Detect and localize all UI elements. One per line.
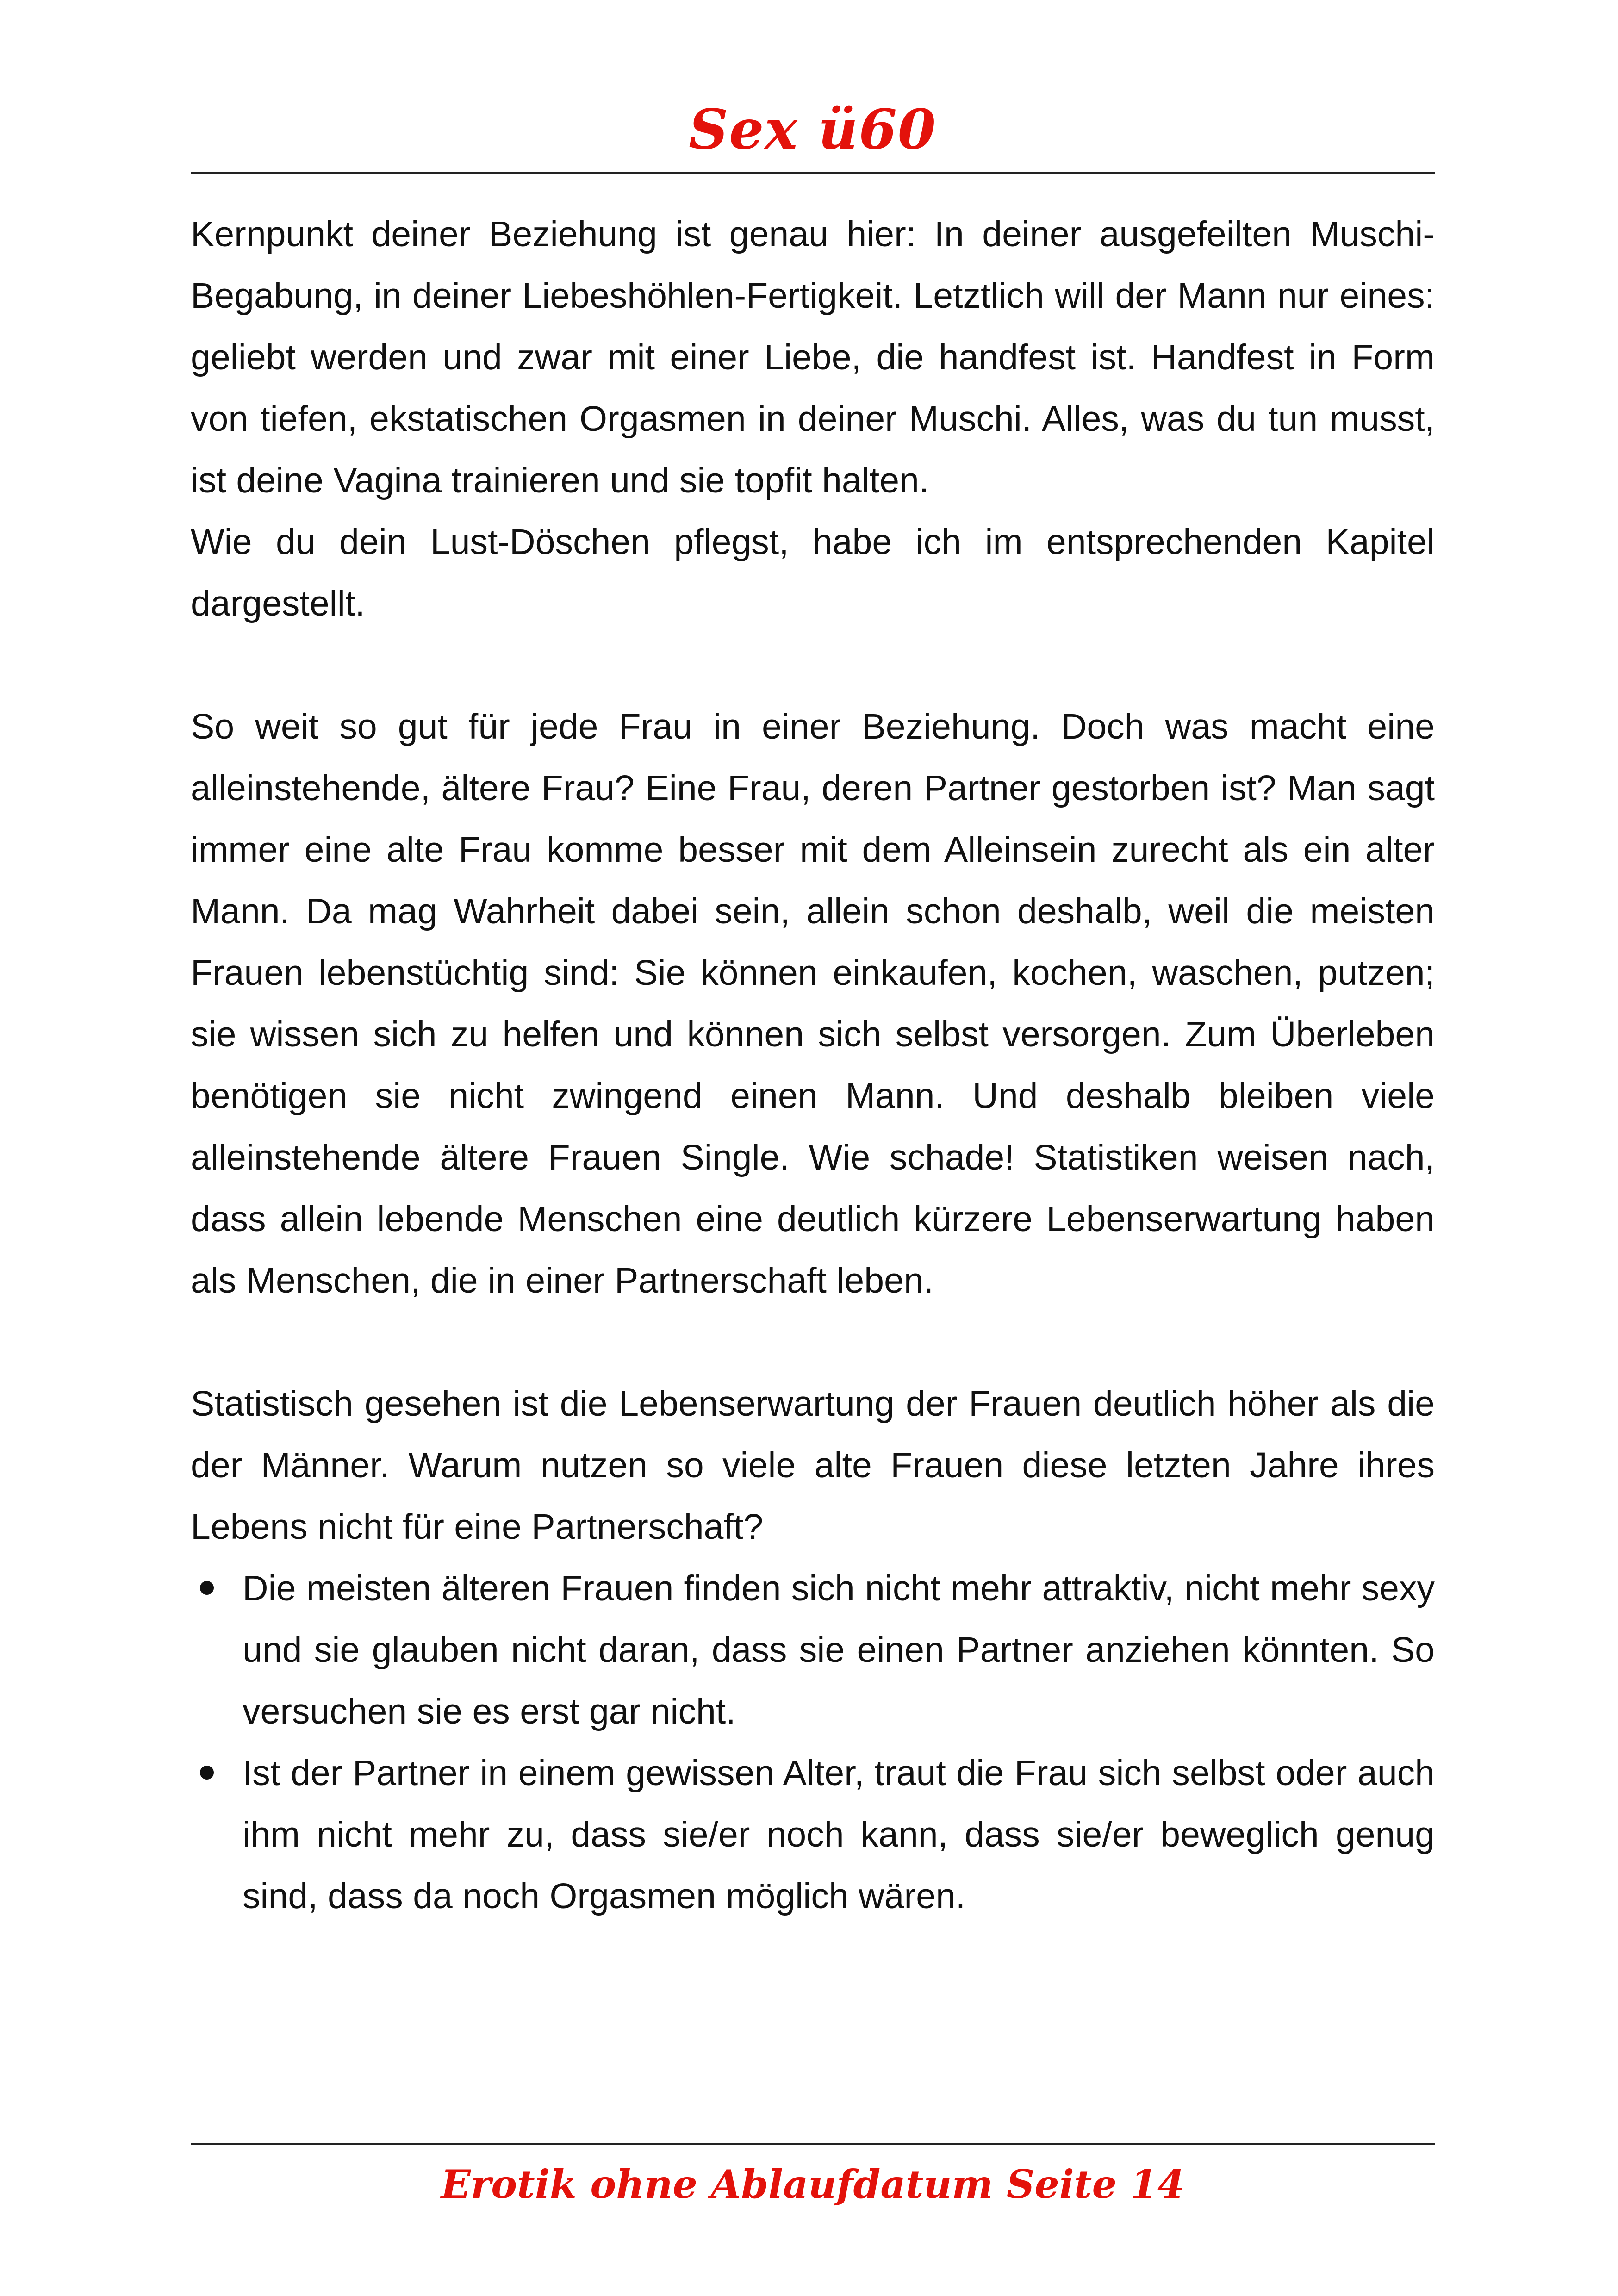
header-title: Sex ü60 <box>689 97 937 162</box>
header-divider <box>191 172 1435 174</box>
list-item-text: Ist der Partner in einem gewissen Alter, traut die Frau sich selbst oder auch ihm nicht mehr zu, dass sie/er noch kann, dass sie/er beweglich genug sind, dass da noch Orgasmen möglich wären. <box>243 1753 1435 1916</box>
page-header <box>191 93 1435 171</box>
footer-divider <box>191 2143 1435 2145</box>
paragraph: Kernpunkt deiner Beziehung ist genau hier: In deiner ausgefeilten Muschi-Begabung, in deiner Liebeshöhlen-Fertigkeit. Letztlich will der Mann nur eines: geliebt werden und zwar mit einer Liebe, die handfest ist. Handfest in Form von tiefen, ekstatischen Orgasmen in deiner Muschi. Alles, was du tun musst, ist deine Vagina trainieren und sie topfit halten. <box>191 214 1435 500</box>
page-content <box>191 204 1435 1927</box>
list-item <box>191 1558 1435 1742</box>
paragraph: Wie du dein Lust-Döschen pflegst, habe ich im entsprechenden Kapitel dargestellt. <box>191 522 1435 623</box>
paragraph-spacer <box>191 635 1435 696</box>
paragraph: So weit so gut für jede Frau in einer Beziehung. Doch was macht eine alleinstehende, ältere Frau? Eine Frau, deren Partner gestorben ist? Man sagt immer eine alte Frau komme besser mit dem Alleinsein zurecht als ein alter Mann. Da mag Wahrheit dabei sein, allein schon deshalb, weil die meisten Frauen lebenstüchtig sind: Sie können einkaufen, kochen, waschen, putzen; sie wissen sich zu helfen und können sich selbst versorgen. Zum Überleben benötigen sie nicht zwingend einen Mann. Und deshalb bleiben viele alleinstehende ältere Frauen Single. Wie schade! Statistiken weisen nach, dass allein lebende Menschen eine deutlich kürzere Lebenserwartung haben als Menschen, die in einer Partnerschaft leben. <box>191 707 1435 1300</box>
bullet-list <box>191 1558 1435 1927</box>
list-item <box>191 1742 1435 1927</box>
page-footer: Erotik ohne Ablaufdatum Seite 14 <box>441 2161 1185 2207</box>
list-item-text: Die meisten älteren Frauen finden sich nicht mehr attraktiv, nicht mehr sexy und sie glauben nicht daran, dass sie einen Partner anziehen könnten. So versuchen sie es erst gar nicht. <box>243 1568 1435 1731</box>
paragraph: Statistisch gesehen ist die Lebenserwartung der Frauen deutlich höher als die der Männer. Warum nutzen so viele alte Frauen diese letzten Jahre ihres Lebens nicht für eine Partnerschaft? <box>191 1384 1435 1547</box>
bullet-icon <box>200 1766 214 1780</box>
bullet-icon <box>200 1581 214 1595</box>
paragraph-spacer <box>191 1312 1435 1373</box>
